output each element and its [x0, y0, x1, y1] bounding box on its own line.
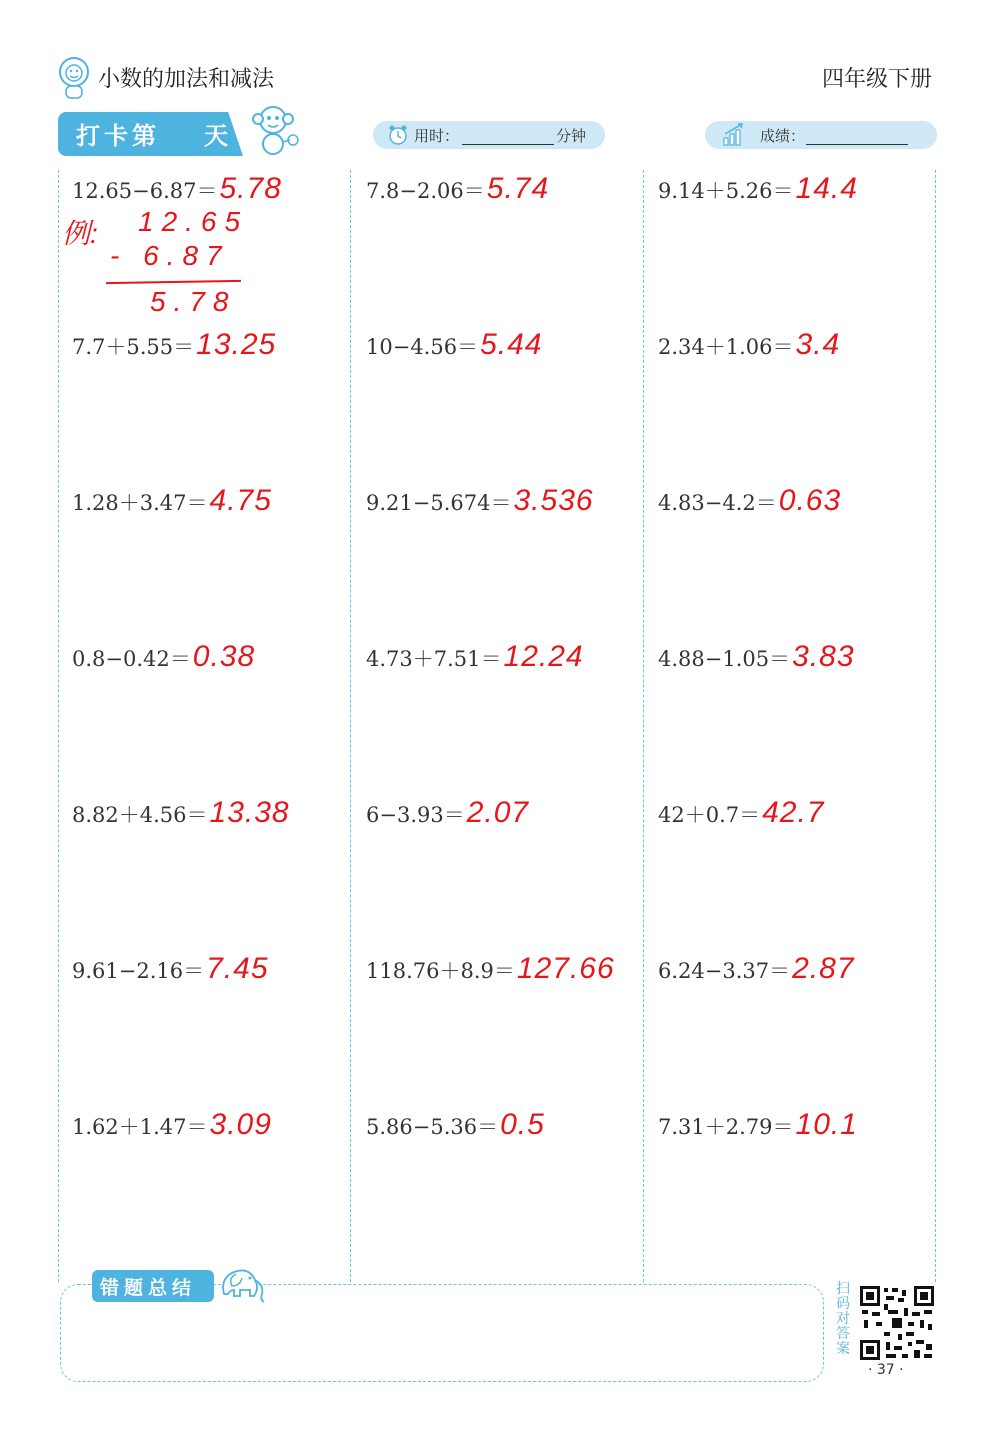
example-result: 5.78	[150, 286, 237, 317]
time-input-line[interactable]	[462, 144, 554, 145]
problem	[658, 952, 855, 986]
problem-answer: 4.75	[209, 484, 272, 517]
elephant-icon	[214, 1264, 268, 1304]
problem	[72, 1108, 272, 1142]
problem	[366, 952, 615, 986]
problem-answer: 3.09	[209, 1108, 272, 1141]
problem-answer: 2.07	[466, 796, 530, 829]
problem-question: 7.31＋2.79＝	[658, 1115, 794, 1139]
problem	[658, 172, 858, 206]
problem-question: 1.62＋1.47＝	[72, 1115, 208, 1139]
problem	[658, 1108, 858, 1142]
problem-answer: 13.38	[209, 796, 290, 829]
problem-answer: 0.38	[192, 640, 256, 673]
alarm-clock-icon	[388, 124, 408, 146]
problem-question: 8.82＋4.56＝	[72, 803, 208, 827]
example-label: 例:	[62, 218, 98, 249]
problem	[366, 328, 542, 362]
problem	[366, 640, 584, 674]
problem	[72, 952, 269, 986]
problem	[366, 1108, 545, 1142]
mistakes-label: 错题总结	[100, 1277, 197, 1299]
problem-answer: 3.536	[513, 484, 594, 517]
problem-answer: 14.4	[795, 172, 858, 205]
problem-answer: 3.4	[795, 328, 841, 361]
qr-code[interactable]	[858, 1284, 936, 1362]
problem	[72, 328, 276, 362]
problem-answer: 5.44	[480, 328, 543, 361]
example-underline	[106, 280, 241, 284]
problem	[658, 640, 855, 674]
problem-question: 0.8−0.42＝	[72, 647, 191, 671]
problem-answer: 7.45	[206, 952, 269, 985]
problem-question: 10−4.56＝	[366, 335, 479, 359]
problem-question: 1.28＋3.47＝	[72, 491, 208, 515]
monkey-icon	[246, 102, 304, 158]
problem-answer: 12.24	[503, 640, 584, 673]
problem-question: 7.8−2.06＝	[366, 179, 485, 203]
problem	[72, 172, 282, 206]
problem-answer: 3.83	[792, 640, 855, 673]
page-number: · 37 ·	[868, 1362, 904, 1378]
time-unit: 分钟	[556, 127, 587, 145]
qr-caption: 扫码对答案	[836, 1281, 850, 1357]
time-label: 用时：	[414, 127, 460, 145]
lion-icon	[56, 56, 92, 100]
problem-question: 9.21−5.674＝	[366, 491, 512, 515]
problem-question: 42＋0.7＝	[658, 803, 761, 827]
problem	[366, 484, 594, 518]
problem	[366, 796, 529, 830]
score-label: 成绩：	[760, 127, 806, 145]
problem	[72, 796, 290, 830]
score-input-line[interactable]	[806, 144, 908, 145]
page-title: 小数的加法和减法	[98, 67, 275, 92]
example-bottom-number: - 6.87	[110, 240, 230, 271]
column-divider-1	[350, 170, 351, 1282]
problem-question: 118.76＋8.9＝	[366, 959, 515, 983]
problem-answer: 42.7	[762, 796, 825, 829]
problem-answer: 127.66	[516, 952, 615, 985]
problem	[658, 484, 841, 518]
checkin-day-suffix: 天	[204, 122, 228, 150]
problem	[72, 640, 255, 674]
problem	[72, 484, 272, 518]
checkin-day-label: 打卡第	[76, 122, 160, 150]
problem	[658, 328, 840, 362]
problem-answer: 10.1	[795, 1108, 858, 1141]
column-divider-2	[643, 170, 644, 1282]
problem-answer: 13.25	[196, 328, 277, 361]
problem-question: 4.73＋7.51＝	[366, 647, 502, 671]
problem-answer: 5.78	[219, 172, 282, 205]
problem-question: 7.7＋5.55＝	[72, 335, 195, 359]
problem-question: 4.88−1.05＝	[658, 647, 791, 671]
column-divider-left	[58, 170, 59, 1282]
problem-question: 9.14＋5.26＝	[658, 179, 794, 203]
problem-question: 9.61−2.16＝	[72, 959, 205, 983]
problem-question: 12.65−6.87＝	[72, 179, 218, 203]
problem-question: 6−3.93＝	[366, 803, 465, 827]
problem	[366, 172, 549, 206]
problem-answer: 0.63	[778, 484, 842, 517]
problem-question: 2.34＋1.06＝	[658, 335, 794, 359]
problem	[658, 796, 825, 830]
problem-answer: 5.74	[486, 172, 550, 205]
problem-question: 6.24−3.37＝	[658, 959, 791, 983]
grade-label: 四年级下册	[821, 67, 932, 92]
bar-chart-icon	[722, 122, 748, 146]
problem-question: 4.83−4.2＝	[658, 491, 777, 515]
column-divider-right	[935, 170, 936, 1282]
problem-answer: 0.5	[500, 1108, 545, 1141]
example-top-number: 12.65	[138, 206, 249, 237]
problem-question: 5.86−5.36＝	[366, 1115, 499, 1139]
problem-answer: 2.87	[792, 952, 855, 985]
